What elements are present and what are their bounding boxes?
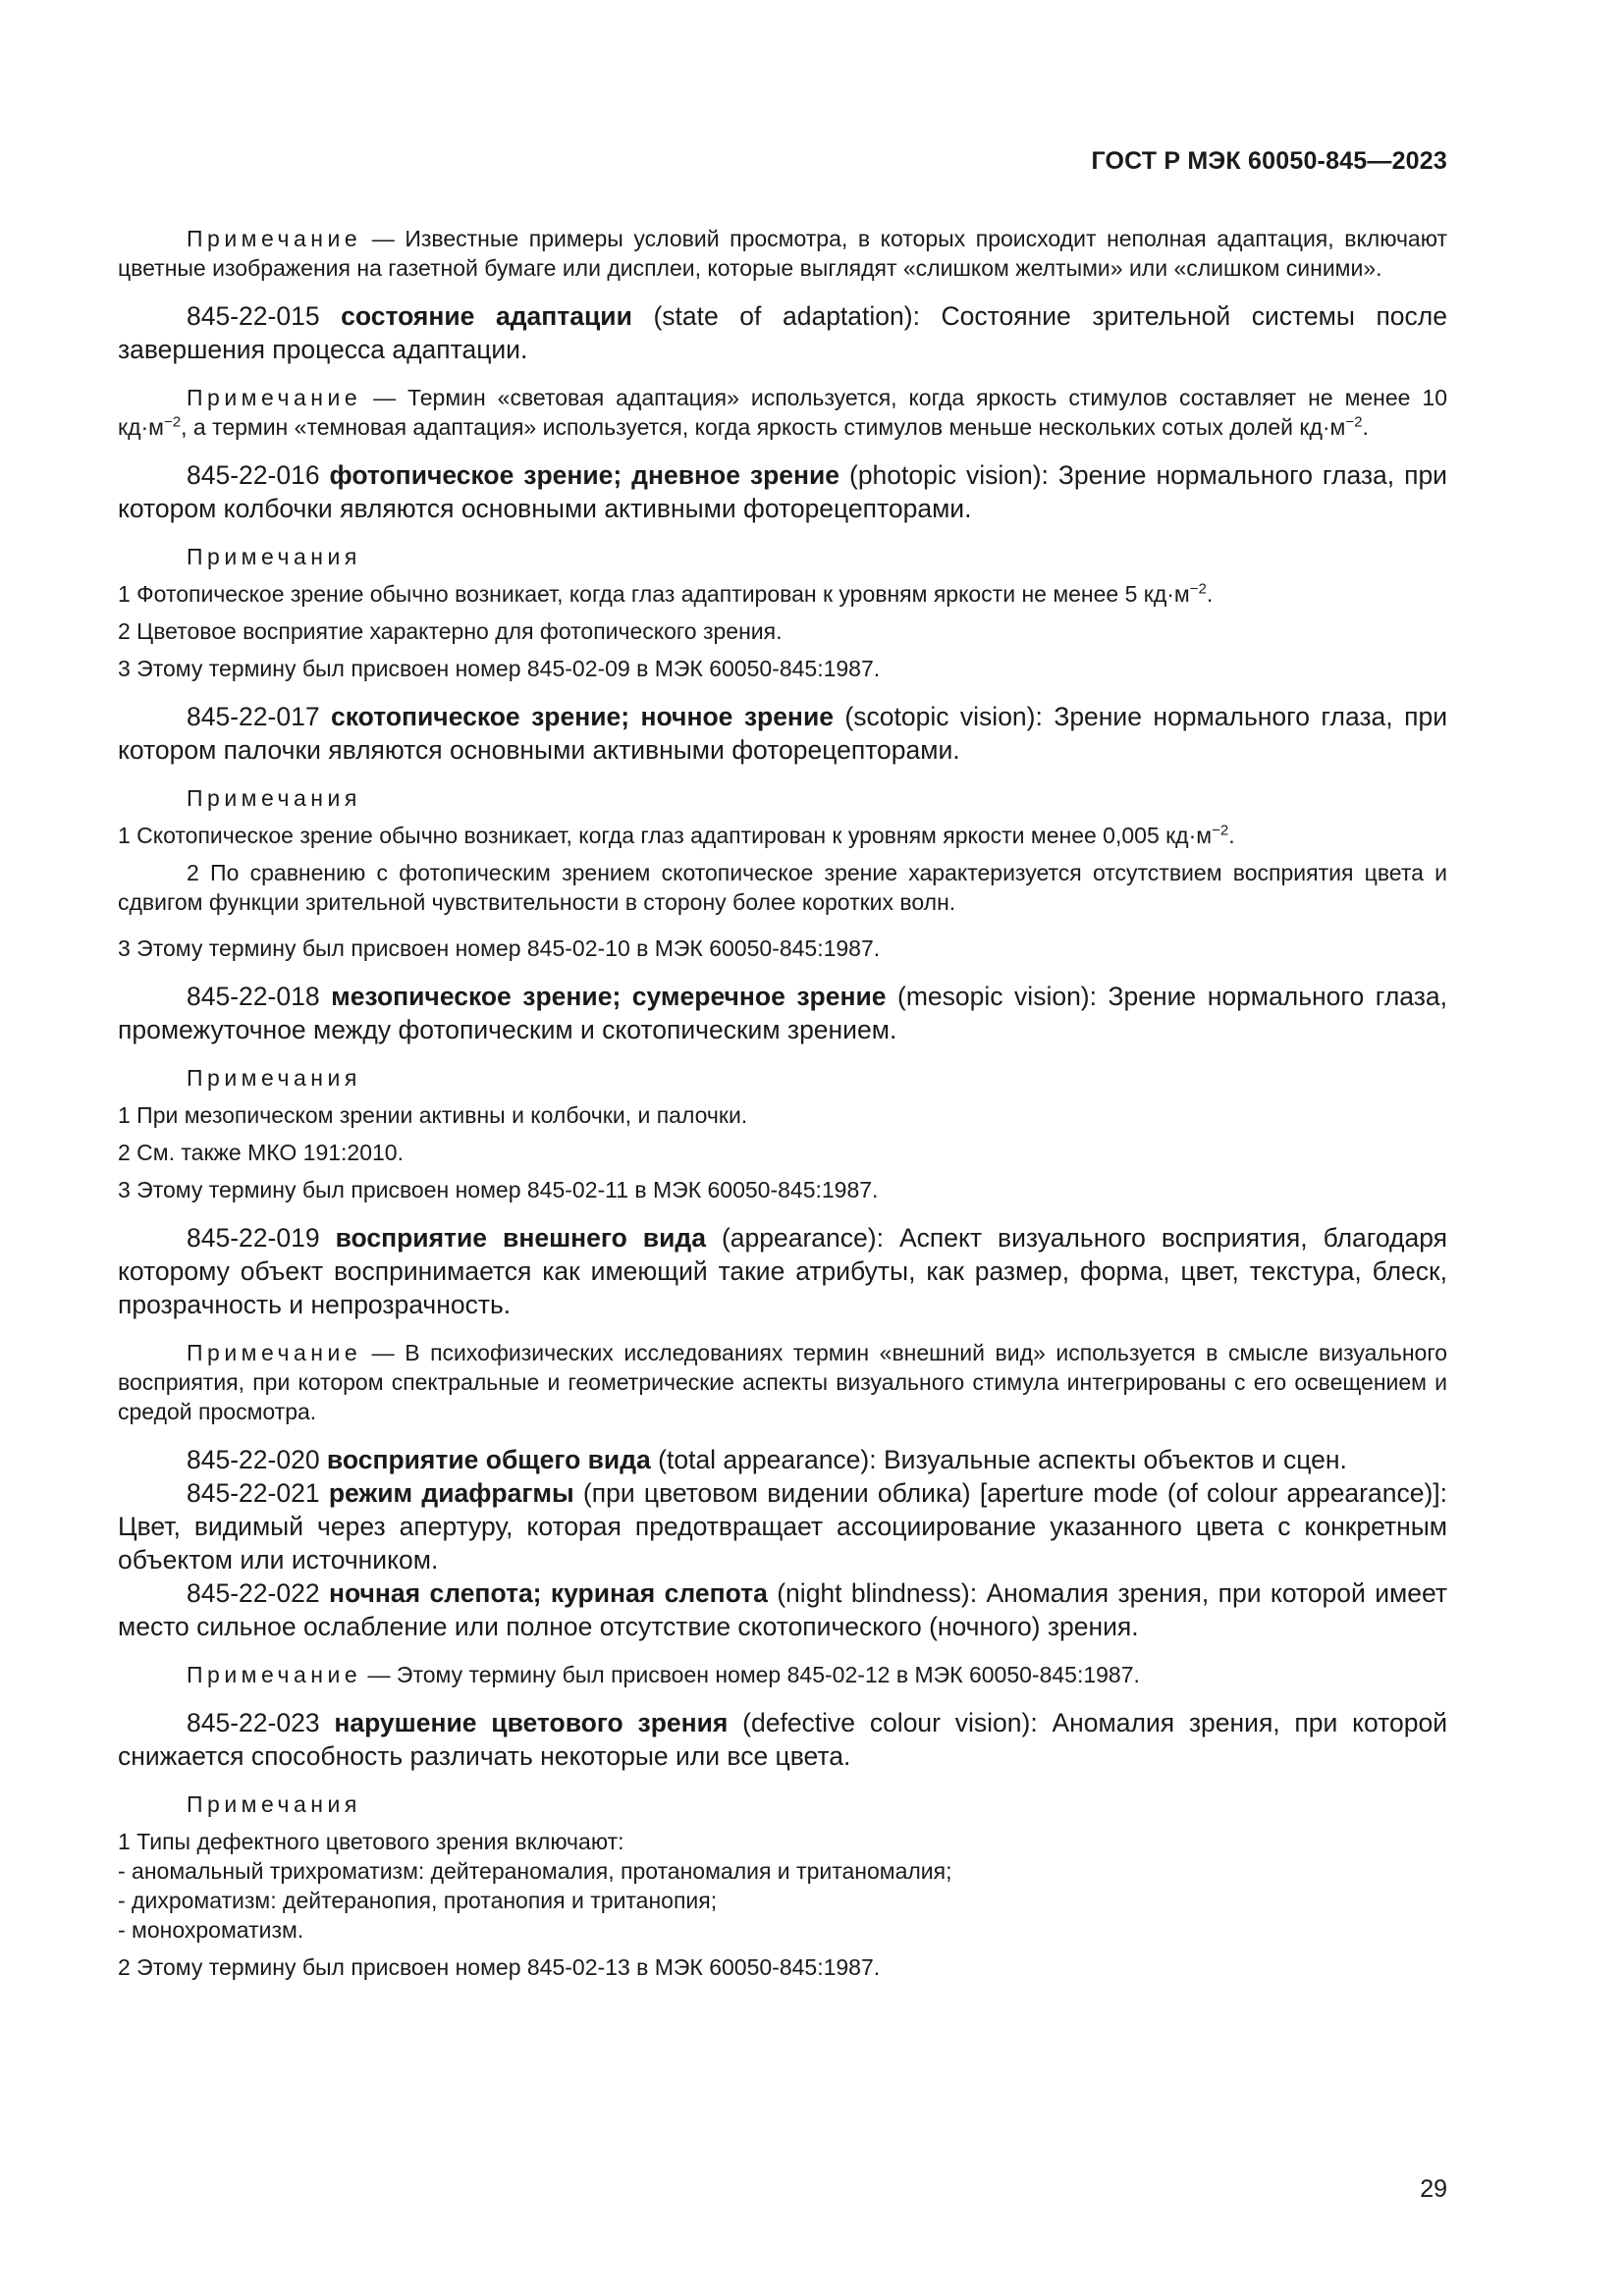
note-item: 2 По сравнению с фотопическим зрением скотопическое зрение характеризуется отсутствием восприятия цвета и сдвигом функции зрительной чувствительности в сторону более коротких волн. [118,860,1447,915]
document-header: ГОСТ Р МЭК 60050-845—2023 [1091,147,1447,175]
note-item [118,579,1447,609]
term-845-22-018 [118,980,1447,1046]
term-title: режим диафрагмы [328,1478,574,1508]
term-number: 845-22-020 [187,1445,327,1474]
note-item: 2 См. также МКО 191:2010. [118,1140,404,1165]
note-item: 3 Этому термину был присвоен номер 845-02-11 в МЭК 60050-845:1987. [118,1177,879,1202]
term-definition: (при цветовом видении облика) [aperture mode (of colour appearance)]: Цвет, видимый через апертуру, которая предотвращает ассоциирование указанного цвета с конкретным объектом или источником. [118,1478,1448,1575]
term-title: фотопическое зрение; дневное зрение [329,460,840,490]
term-definition: (appearance): Аспект визуального восприятия, благодаря которому объект воспринимается как имеющий такие атрибуты, как размер, форма, цвет, текстура, блеск, прозрачность и непрозрачность. [118,1223,1447,1319]
notes-016 [118,542,1447,683]
term-number: 845-22-015 [187,301,342,331]
notes-label: Примечания [187,785,361,811]
term-845-22-019 [118,1221,1447,1321]
note-label: Примечание [187,385,362,410]
notes-label: Примечания [187,1791,361,1817]
notes-label: Примечания [187,544,361,569]
term-definition: (scotopic vision): Зрение нормального глаза, при котором палочки являются основными активными фоторецепторами. [118,702,1447,765]
term-definition: (defective colour vision): Аномалия зрения, при которой снижается способность различать некоторые или все цвета. [118,1708,1447,1771]
note-item: 3 Этому термину был присвоен номер 845-02-10 в МЭК 60050-845:1987. [118,935,881,961]
term-title: скотопическое зрение; ночное зрение [331,702,834,731]
superscript: −2 [1189,580,1207,598]
term-number: 845-22-022 [187,1578,329,1608]
term-number: 845-22-018 [187,982,332,1011]
term-845-22-016 [118,458,1447,525]
note-item: 1 Типы дефектного цветового зрения включают: [118,1829,624,1854]
note-item: 3 Этому термину был присвоен номер 845-02-09 в МЭК 60050-845:1987. [118,656,881,681]
term-845-22-017 [118,700,1447,767]
note-text: , а термин «темновая адаптация» используется, когда яркость стимулов меньше нескольких сотых долей кд·м [181,414,1346,440]
superscript: −2 [1212,822,1229,839]
note-text: 1 Скотопическое зрение обычно возникает, когда глаз адаптирован к уровням яркости менее 0,005 кд·м [118,823,1213,848]
superscript: −2 [1345,413,1363,431]
list-item: - дихроматизм: дейтеранопия, протанопия и тританопия; [118,1888,718,1913]
term-845-22-020 [118,1443,1447,1476]
term-number: 845-22-019 [187,1223,336,1253]
note-text: . [1228,823,1235,848]
note-text: — Термин «световая адаптация» используется, когда яркость стимулов составляет не менее 10 кд·м [118,385,1447,440]
note-text: — Этому термину был присвоен номер 845-02-12 в МЭК 60050-845:1987. [361,1662,1140,1687]
note-item: 1 При мезопическом зрении активны и колбочки, и палочки. [118,1102,748,1128]
note-item: 2 Этому термину был присвоен номер 845-02-13 в МЭК 60050-845:1987. [118,1954,881,1980]
term-number: 845-22-021 [187,1478,329,1508]
notes-017 [118,783,1447,963]
note-019 [118,1338,1447,1426]
term-number: 845-22-023 [187,1708,335,1737]
note-text: — В психофизических исследованиях термин «внешний вид» используется в смысле визуального восприятия, при котором спектральные и геометрические аспекты визуального стимула интегрированы с его освещением и средой просмотра. [118,1340,1447,1424]
note-022 [118,1660,1447,1689]
term-title: мезопическое зрение; сумеречное зрение [331,982,887,1011]
term-title: нарушение цветового зрения [334,1708,729,1737]
note-item [118,821,1447,850]
term-845-22-023 [118,1706,1447,1773]
term-definition: (photopic vision): Зрение нормального глаза, при котором колбочки являются основными активными фоторецепторами. [118,460,1447,523]
term-845-22-022 [118,1576,1447,1643]
note-text: — Известные примеры условий просмотра, в которых происходит неполная адаптация, включают цветные изображения на газетной бумаге или дисплеи, которые выглядят «слишком желтыми» или «слишком синими». [118,226,1447,281]
colour-vision-types-list [118,1856,1447,1945]
list-item: - аномальный трихроматизм: дейтераномалия, протаномалия и тританомалия; [118,1858,952,1884]
term-title: состояние адаптации [341,301,632,331]
note-label: Примечание [187,226,362,251]
page-number: 29 [1420,2175,1447,2203]
note-label: Примечание [187,1662,362,1687]
term-number: 845-22-016 [187,460,330,490]
note-text: . [1362,414,1369,440]
note-item: 2 Цветовое восприятие характерно для фотопического зрения. [118,618,783,644]
superscript: −2 [163,413,182,431]
term-definition: (total appearance): Визуальные аспекты объектов и сцен. [650,1445,1347,1474]
notes-label: Примечания [187,1065,361,1091]
term-title: ночная слепота; куриная слепота [328,1578,768,1608]
note-text: 1 Фотопическое зрение обычно возникает, когда глаз адаптирован к уровням яркости не менее 5 кд·м [118,581,1190,607]
term-definition: (state of adaptation): Состояние зрительной системы после завершения процесса адаптации. [118,301,1447,364]
note-015 [118,383,1447,442]
term-definition: (mesopic vision): Зрение нормального глаза, промежуточное между фотопическим и скотопическим зрением. [118,982,1447,1044]
list-item: - монохроматизм. [118,1917,304,1943]
term-845-22-015 [118,299,1447,366]
term-title: восприятие внешнего вида [335,1223,706,1253]
notes-023 [118,1789,1447,1982]
term-845-22-021 [118,1476,1447,1576]
term-definition: (night blindness): Аномалия зрения, при которой имеет место сильное ослабление или полное отсутствие скотопического (ночного) зрения. [118,1578,1447,1641]
note-label: Примечание [187,1340,362,1365]
page-content [118,224,1447,1999]
note-014 [118,224,1447,283]
note-text: . [1206,581,1214,607]
term-title: восприятие общего вида [326,1445,651,1474]
notes-018 [118,1063,1447,1204]
term-number: 845-22-017 [187,702,332,731]
